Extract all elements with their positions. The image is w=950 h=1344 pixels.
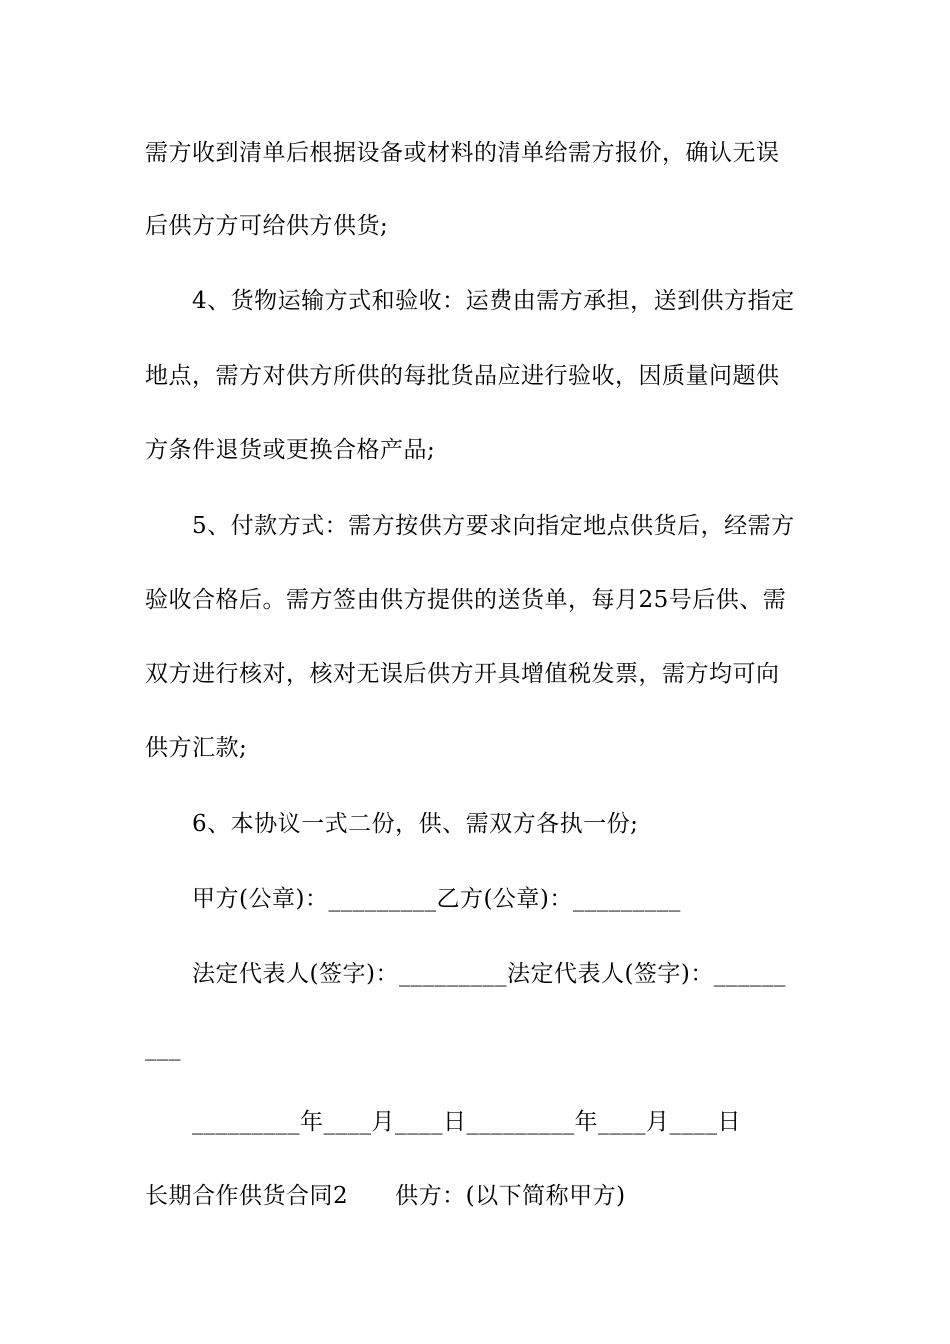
paragraph-line: 双方进行核对，核对无误后供方开具增值税发票，需方均可向 xyxy=(145,661,780,687)
date-line: _________年____月____日_________年____月____日 xyxy=(192,1109,741,1135)
contract-heading-line: 长期合作供货合同2 供方：(以下简称甲方) xyxy=(145,1183,626,1209)
paragraph-line: 方条件退货或更换合格产品; xyxy=(145,437,436,463)
signature-underline-continuation: ___ xyxy=(145,1035,181,1061)
clause-4-line: 4、货物运输方式和验收：运费由需方承担，送到供方指定 xyxy=(192,288,795,314)
party-seal-line: 甲方(公章)：_________乙方(公章)：_________ xyxy=(192,886,681,912)
clause-6-line: 6、本协议一式二份，供、需双方各执一份; xyxy=(192,811,639,837)
paragraph-line: 验收合格后。需方签由供方提供的送货单，每月25号后供、需 xyxy=(145,587,787,613)
paragraph-line: 需方收到清单后根据设备或材料的清单给需方报价，确认无误 xyxy=(145,140,780,166)
paragraph-line: 地点，需方对供方所供的每批货品应进行验收，因质量问题供 xyxy=(145,363,780,389)
paragraph-line: 后供方方可给供方供货; xyxy=(145,213,389,239)
clause-5-line: 5、付款方式：需方按供方要求向指定地点供货后，经需方 xyxy=(192,513,795,539)
paragraph-line: 供方汇款; xyxy=(145,735,248,761)
legal-representative-line: 法定代表人(签字)：_________法定代表人(签字)：______ xyxy=(192,961,786,987)
